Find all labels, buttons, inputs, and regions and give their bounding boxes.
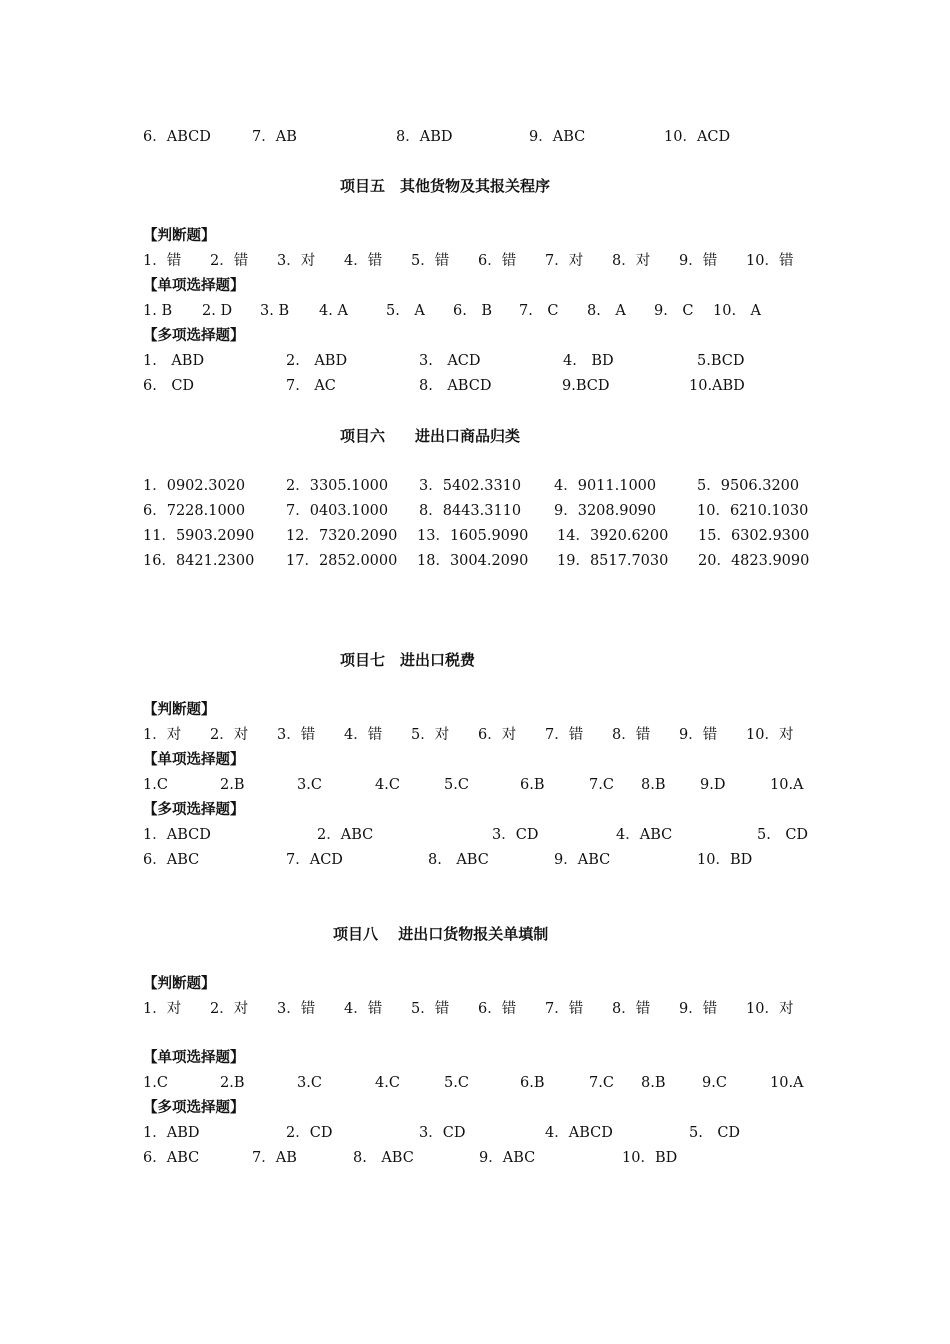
answer-item: 8．对	[612, 253, 651, 269]
answer-item: 7.C	[589, 1075, 614, 1091]
answer-item: 8．错	[612, 1001, 651, 1017]
answer-item: 4.C	[375, 777, 400, 793]
answer-item: 10．BD	[622, 1150, 678, 1166]
answer-item: 9．ABC	[479, 1150, 536, 1166]
answer-item: 5．对	[411, 727, 450, 743]
answer-item: 10．错	[746, 253, 794, 269]
answer-item: 6．7228.1000	[143, 503, 246, 519]
answer-item: 9．3208.9090	[554, 503, 657, 519]
answer-item: 9．错	[679, 727, 718, 743]
answer-item: 4. A	[319, 303, 348, 319]
answer-item: 2.B	[220, 1075, 245, 1091]
multi-choice-heading: 【多项选择题】	[143, 328, 245, 344]
answer-item: 11．5903.2090	[143, 528, 255, 544]
answer-item: 2.B	[220, 777, 245, 793]
answer-item: 7．错	[545, 1001, 584, 1017]
answer-item: 7. C	[519, 303, 559, 319]
answer-item: 10．BD	[697, 852, 753, 868]
answer-item: 4．9011.1000	[554, 478, 657, 494]
answer-item: 10.A	[770, 1075, 804, 1091]
answer-item: 10.ABD	[689, 378, 745, 394]
answer-item: 8.B	[641, 777, 666, 793]
answer-item: 4．ABC	[616, 827, 673, 843]
answer-item: 3．错	[277, 727, 316, 743]
multi-choice-heading: 【多项选择题】	[143, 1100, 245, 1116]
answer-item: 16．8421.2300	[143, 553, 255, 569]
answer-item: 3．5402.3310	[419, 478, 522, 494]
single-choice-heading: 【单项选择题】	[143, 278, 245, 294]
answer-item: 2．ABC	[317, 827, 374, 843]
answer-item: 2. D	[202, 303, 233, 319]
answer-item: 3．对	[277, 253, 316, 269]
answer-item: 4．错	[344, 1001, 383, 1017]
judge-heading: 【判断题】	[143, 702, 216, 718]
answer-item: 5．9506.3200	[697, 478, 800, 494]
answer-item: 12．7320.2090	[286, 528, 398, 544]
answer-item: 19．8517.7030	[557, 553, 669, 569]
answer-item: 2．3305.1000	[286, 478, 389, 494]
answer-item: 10. A	[713, 303, 762, 319]
answer-item: 7.C	[589, 777, 614, 793]
answer-item: 1．ABCD	[143, 827, 211, 843]
answer-item: 10．6210.1030	[697, 503, 809, 519]
answer-item: 3．CD	[419, 1125, 466, 1141]
judge-heading: 【判断题】	[143, 228, 216, 244]
answer-item: 1．错	[143, 253, 182, 269]
answer-item: 4．ABCD	[545, 1125, 613, 1141]
answer-item: 1．对	[143, 1001, 182, 1017]
answer-item: 4．错	[344, 727, 383, 743]
single-choice-heading: 【单项选择题】	[143, 1050, 245, 1066]
answer-item: 13．1605.9090	[417, 528, 529, 544]
answer-item: 10．ACD	[664, 129, 731, 145]
answer-item: 6．ABC	[143, 1150, 200, 1166]
answer-item: 1. B	[143, 303, 173, 319]
answer-item: 6.B	[520, 1075, 545, 1091]
answer-item: 18．3004.2090	[417, 553, 529, 569]
answer-item: 7．对	[545, 253, 584, 269]
answer-item: 7．ACD	[286, 852, 343, 868]
answer-item: 1.C	[143, 777, 168, 793]
answer-item: 5. CD	[757, 827, 809, 843]
answer-item: 3．CD	[492, 827, 539, 843]
section-title-p5: 项目五 其他货物及其报关程序	[340, 177, 551, 195]
answer-item: 1.C	[143, 1075, 168, 1091]
answer-item: 1．ABD	[143, 1125, 200, 1141]
answer-item: 9．错	[679, 1001, 718, 1017]
multi-choice-heading: 【多项选择题】	[143, 802, 245, 818]
answer-item: 9. C	[654, 303, 694, 319]
answer-item: 8. ABC	[353, 1150, 414, 1166]
answer-item: 6．对	[478, 727, 517, 743]
answer-item: 6.B	[520, 777, 545, 793]
answer-item: 1．0902.3020	[143, 478, 246, 494]
answer-item: 9．ABC	[529, 129, 586, 145]
answer-item: 4.C	[375, 1075, 400, 1091]
answer-item: 7. AC	[286, 378, 336, 394]
answer-item: 2．对	[210, 1001, 249, 1017]
answer-item: 15．6302.9300	[698, 528, 810, 544]
answer-item: 9．错	[679, 253, 718, 269]
answer-item: 6．ABCD	[143, 129, 211, 145]
answer-item: 7．AB	[252, 1150, 297, 1166]
answer-item: 14．3920.6200	[557, 528, 669, 544]
answer-item: 3. ACD	[419, 353, 481, 369]
answer-item: 3．错	[277, 1001, 316, 1017]
answer-item: 10．对	[746, 727, 794, 743]
answer-item: 8. ABCD	[419, 378, 492, 394]
single-choice-heading: 【单项选择题】	[143, 752, 245, 768]
answer-item: 1．对	[143, 727, 182, 743]
answer-item: 7．错	[545, 727, 584, 743]
answer-item: 2．对	[210, 727, 249, 743]
section-title-p6: 项目六 进出口商品归类	[340, 427, 521, 445]
answer-item: 6．ABC	[143, 852, 200, 868]
answer-item: 6. CD	[143, 378, 195, 394]
answer-item: 8.B	[641, 1075, 666, 1091]
answer-item: 8．ABD	[396, 129, 453, 145]
answer-item: 3. B	[260, 303, 290, 319]
answer-item: 9．ABC	[554, 852, 611, 868]
answer-item: 3.C	[297, 777, 322, 793]
answer-item: 8．8443.3110	[419, 503, 522, 519]
answer-item: 4. BD	[563, 353, 614, 369]
answer-item: 7．0403.1000	[286, 503, 389, 519]
answer-item: 9.D	[700, 777, 726, 793]
answer-item: 8. ABC	[428, 852, 489, 868]
answer-item: 9.BCD	[562, 378, 610, 394]
answer-item: 8. A	[587, 303, 626, 319]
answer-item: 8．错	[612, 727, 651, 743]
answer-item: 5.C	[444, 777, 469, 793]
answer-item: 5．错	[411, 253, 450, 269]
answer-item: 6. B	[453, 303, 492, 319]
section-title-p8: 项目八 进出口货物报关单填制	[333, 925, 549, 943]
answer-item: 20．4823.9090	[698, 553, 810, 569]
judge-heading: 【判断题】	[143, 976, 216, 992]
answer-item: 5．错	[411, 1001, 450, 1017]
answer-item: 5.C	[444, 1075, 469, 1091]
answer-item: 2．错	[210, 253, 249, 269]
answer-item: 10.A	[770, 777, 804, 793]
answer-item: 10．对	[746, 1001, 794, 1017]
answer-item: 7．AB	[252, 129, 297, 145]
answer-item: 1. ABD	[143, 353, 205, 369]
answer-item: 5. CD	[689, 1125, 741, 1141]
answer-item: 5.BCD	[697, 353, 745, 369]
answer-item: 6．错	[478, 1001, 517, 1017]
answer-item: 2．CD	[286, 1125, 333, 1141]
answer-item: 6．错	[478, 253, 517, 269]
answer-item: 9.C	[702, 1075, 727, 1091]
answer-item: 17．2852.0000	[286, 553, 398, 569]
section-title-p7: 项目七 进出口税费	[340, 651, 476, 669]
answer-item: 3.C	[297, 1075, 322, 1091]
answer-item: 5. A	[386, 303, 425, 319]
answer-item: 4．错	[344, 253, 383, 269]
answer-item: 2. ABD	[286, 353, 348, 369]
